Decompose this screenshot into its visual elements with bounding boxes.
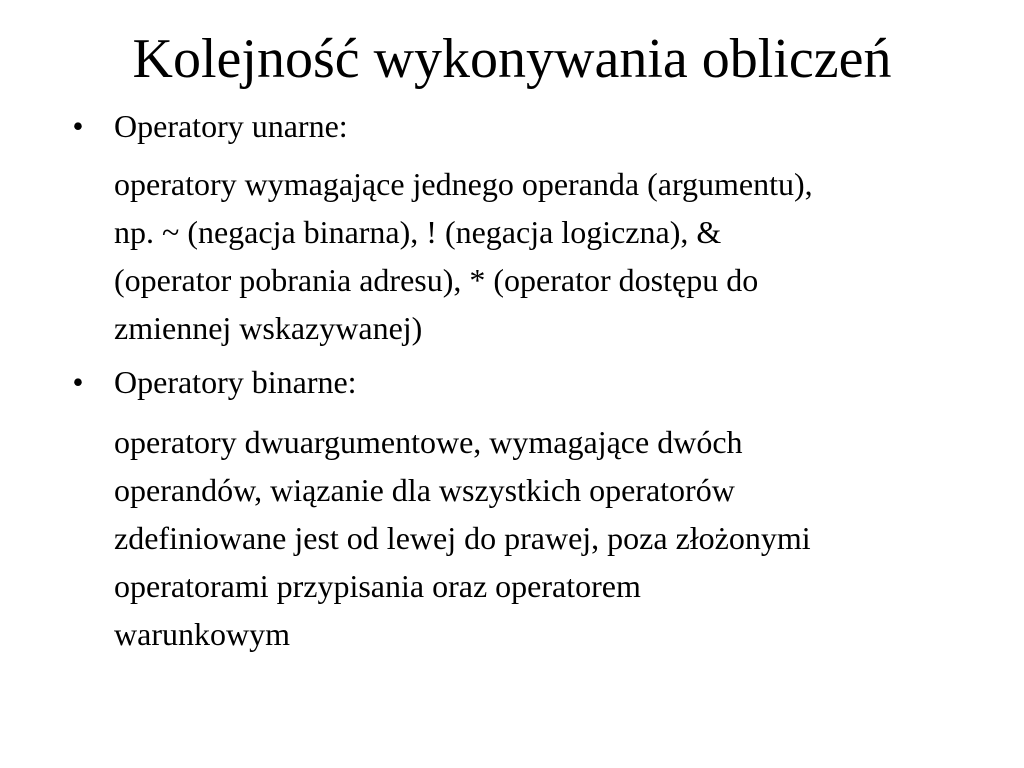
description-line: zdefiniowane jest od lewej do prawej, poza złożonymi: [114, 520, 811, 556]
description-line: warunkowym: [114, 616, 290, 652]
description-line: (operator pobrania adresu), * (operator dostępu do: [114, 262, 759, 298]
bullet-description-unary: [114, 160, 1004, 352]
description-line: operatorami przypisania oraz operatorem: [114, 568, 641, 604]
bullet-description-binary: [114, 418, 1004, 658]
bullet-marker: •: [72, 108, 84, 144]
slide-title: Kolejność wykonywania obliczeń: [132, 28, 892, 90]
bullet-label: Operatory unarne:: [114, 108, 348, 144]
description-line: operatory dwuargumentowe, wymagające dwóch: [114, 424, 743, 460]
bullet-marker: •: [72, 364, 84, 400]
description-line: operandów, wiązanie dla wszystkich operatorów: [114, 472, 735, 508]
bullet-label: Operatory binarne:: [114, 364, 357, 400]
description-line: operatory wymagające jednego operanda (argumentu),: [114, 166, 813, 202]
description-line: np. ~ (negacja binarna), ! (negacja logiczna), &: [114, 214, 722, 250]
description-line: zmiennej wskazywanej): [114, 310, 423, 346]
